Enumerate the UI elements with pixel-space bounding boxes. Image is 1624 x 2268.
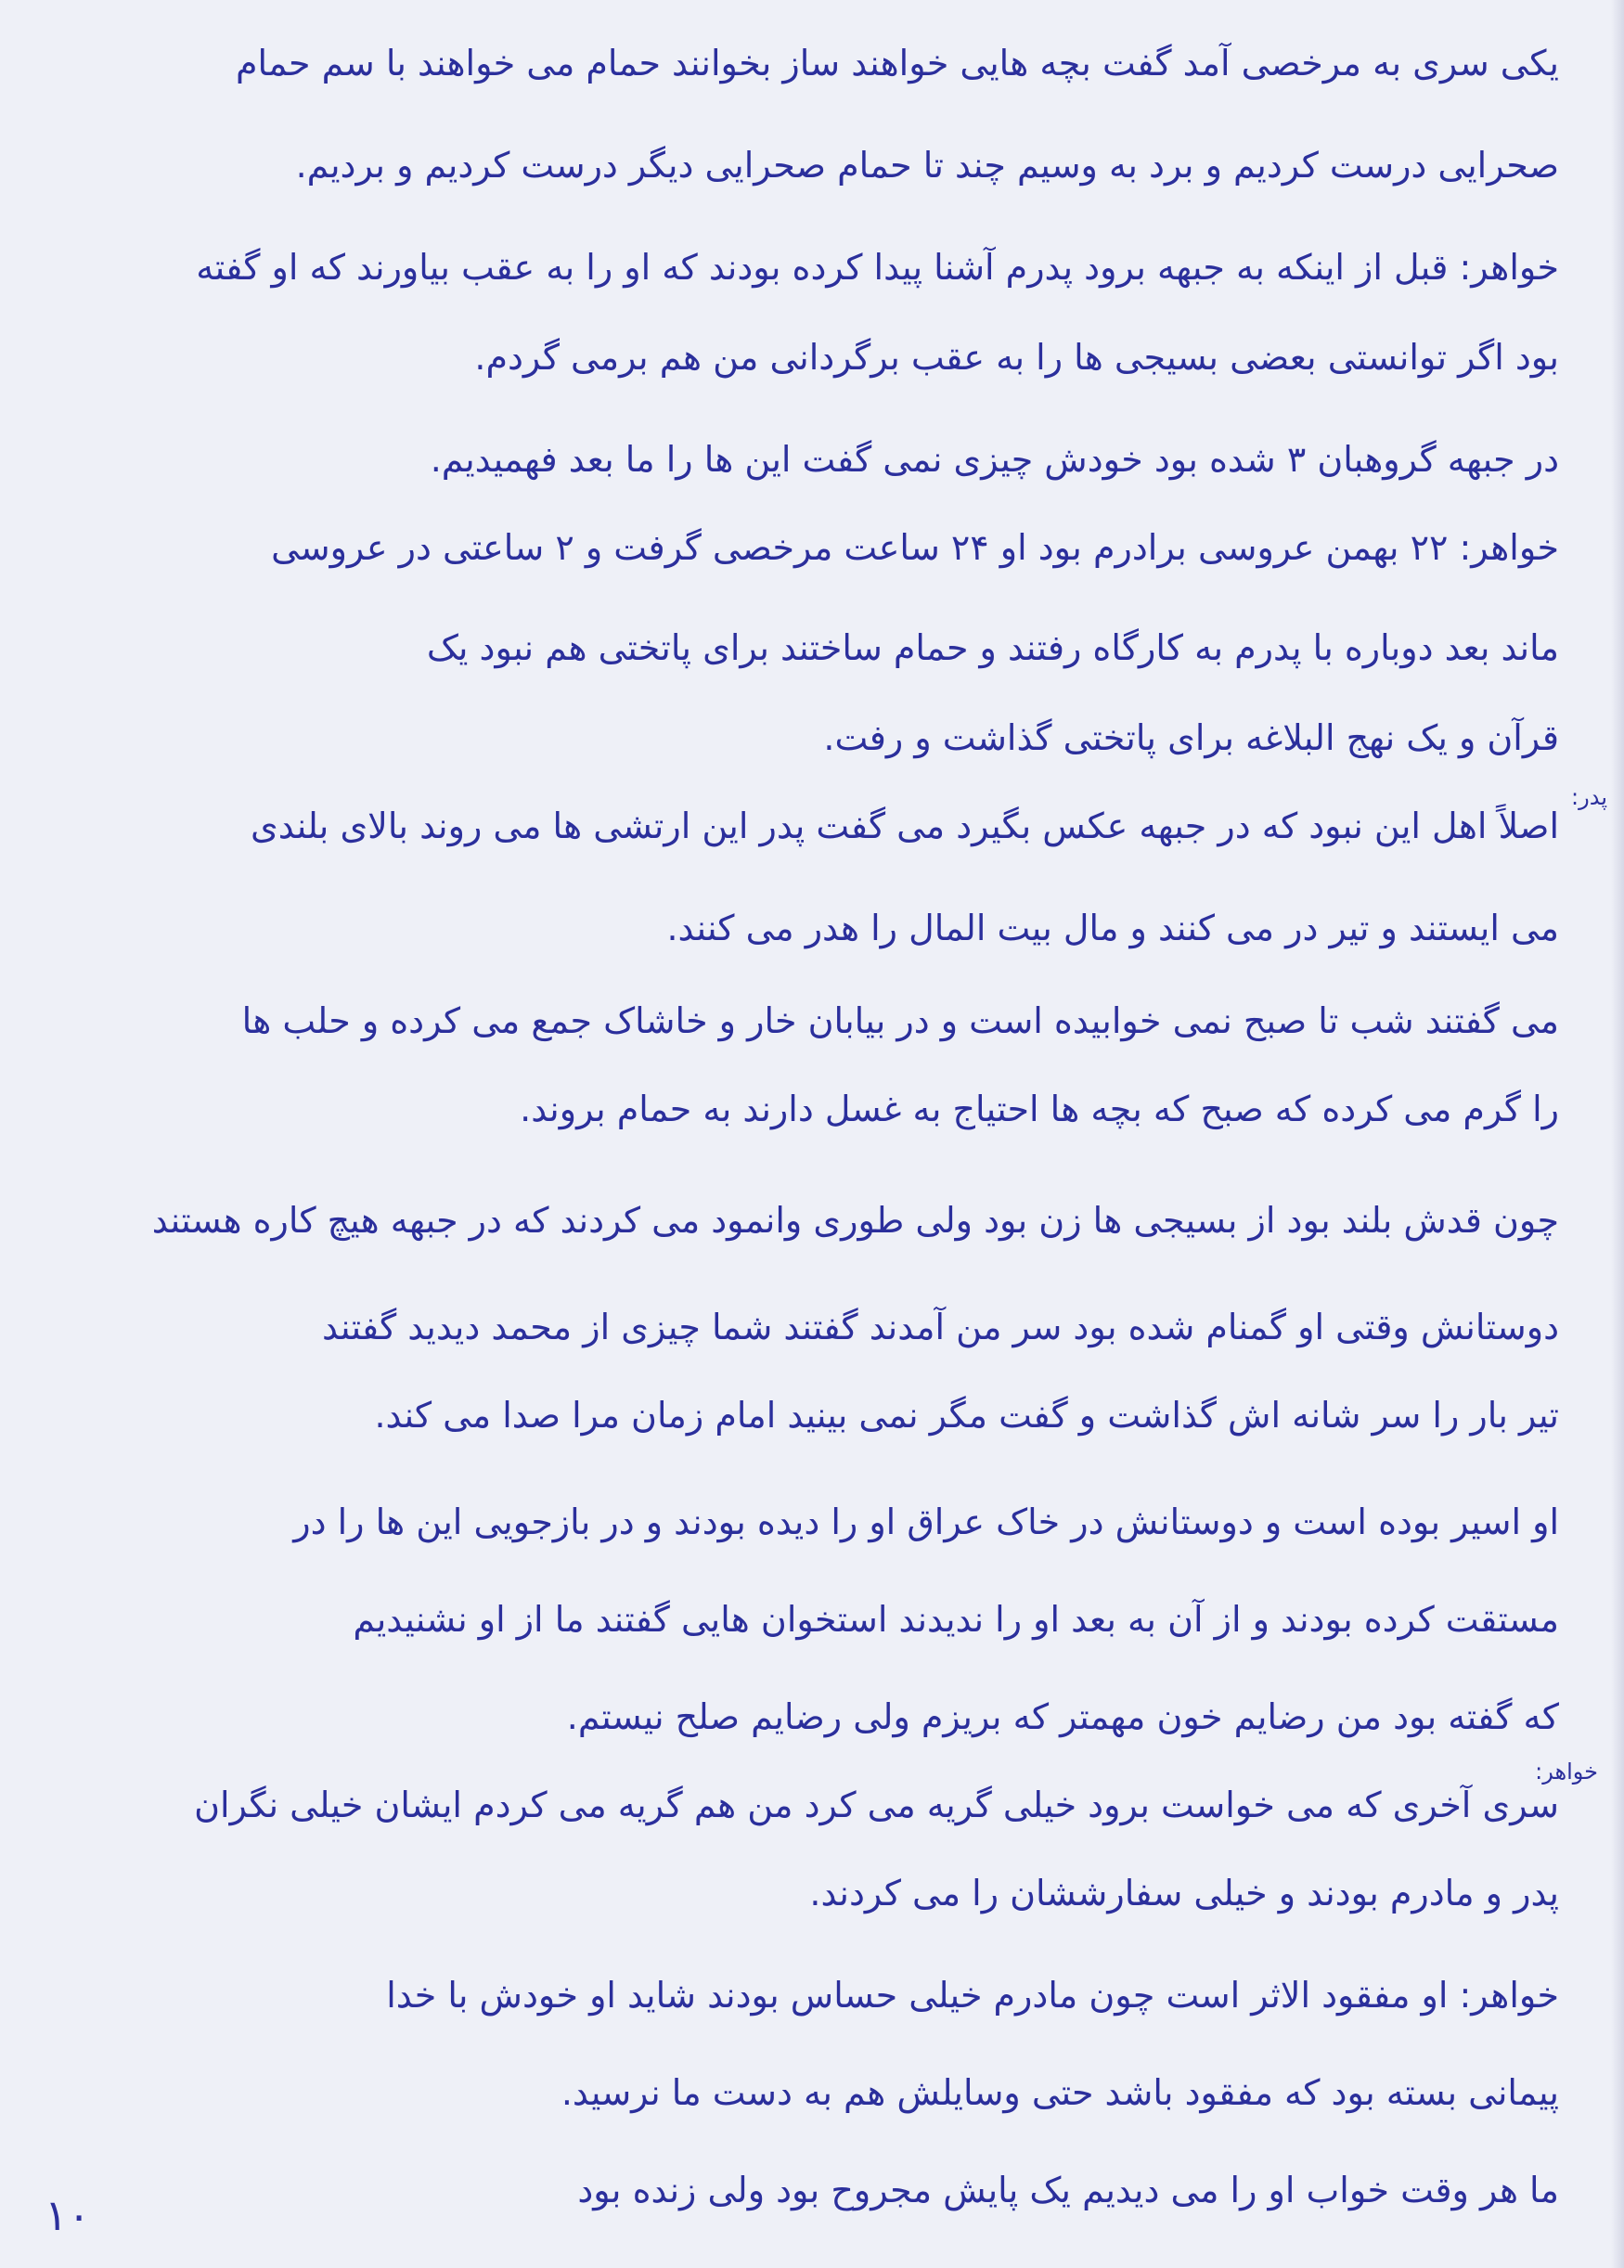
text-line: سری آخری که می خواست برود خیلی گریه می کرد من هم گریه می کردم ایشان خیلی نگران xyxy=(194,1785,1559,1825)
text-line: خواهر: ۲۲ بهمن عروسی برادرم بود او ۲۴ ساعت مرخصی گرفت و ۲ ساعتی در عروسی xyxy=(271,527,1559,568)
text-line: خواهر: قبل از اینکه به جبهه برود پدرم آشنا پیدا کرده بودند که او را به عقب بیاورند که او گفته xyxy=(196,247,1559,288)
text-line: اصلاً اهل این نبود که در جبهه عکس بگیرد می گفت پدر این ارتشی ها می روند بالای بلندی xyxy=(251,805,1559,846)
text-line: چون قدش بلند بود از بسیجی ها زن بود ولی طوری وانمود می کردند که در جبهه هیچ کاره هستند xyxy=(151,1200,1559,1241)
text-line: دوستانش وقتی او گمنام شده بود سر من آمدند گفتند شما چیزی از محمد دیدید گفتند xyxy=(322,1307,1559,1347)
text-line: خواهر: او مفقود الاثر است چون مادرم خیلی حساس بودند شاید او خودش با خدا xyxy=(386,1975,1559,2016)
text-line: پیمانی بسته بود که مفقود باشد حتی وسایلش هم به دست ما نرسید. xyxy=(561,2072,1559,2113)
text-line: او اسیر بوده است و دوستانش در خاک عراق او را دیده بودند و در بازجویی این ها را در xyxy=(293,1501,1559,1542)
text-line: صحرایی درست کردیم و برد به وسیم چند تا حمام صحرایی دیگر درست کردیم و بردیم. xyxy=(295,145,1559,186)
text-line: پدر و مادرم بودند و خیلی سفارششان را می کردند. xyxy=(809,1873,1559,1914)
page-number: ۱۰ xyxy=(45,2190,91,2240)
text-line: قرآن و یک نهج البلاغه برای پاتختی گذاشت و رفت. xyxy=(823,717,1559,758)
text-line: مستقت کرده بودند و از آن به بعد او را ندیدند استخوان هایی گفتند ما از او نشنیدیم xyxy=(353,1599,1559,1640)
text-line: در جبهه گروهبان ۳ شده بود خودش چیزی نمی گفت این ها را ما بعد فهمیدیم. xyxy=(430,439,1559,480)
margin-note-khahar: خواهر: xyxy=(1535,1759,1598,1785)
text-line: می ایستند و تیر در می کنند و مال بیت المال را هدر می کنند. xyxy=(666,908,1559,948)
text-line: ما هر وقت خواب او را می دیدیم یک پایش مجروح بود ولی زنده بود xyxy=(577,2170,1559,2210)
margin-note-pedar: پدر: xyxy=(1571,784,1607,810)
text-line: که گفته بود من رضایم خون مهمتر که بریزم ولی رضایم صلح نیستم. xyxy=(566,1696,1559,1737)
text-line: یکی سری به مرخصی آمد گفت بچه هایی خواهند ساز بخوانند حمام می خواهند با سم حمام xyxy=(235,43,1559,84)
text-line: بود اگر توانستی بعضی بسیجی ها را به عقب برگردانی من هم برمی گردم. xyxy=(474,337,1559,378)
text-line: می گفتند شب تا صبح نمی خوابیده است و در بیابان خار و خاشاک جمع می کرده و حلب ها xyxy=(241,1000,1559,1041)
text-line: تیر بار را سر شانه اش گذاشت و گفت مگر نمی بینید امام زمان مرا صدا می کند. xyxy=(374,1395,1559,1436)
text-line: را گرم می کرده که صبح که بچه ها احتیاج به غسل دارند به حمام بروند. xyxy=(520,1089,1559,1129)
text-line: ماند بعد دوباره با پدرم به کارگاه رفتند و حمام ساختند برای پاتختی هم نبود یک xyxy=(426,627,1559,668)
